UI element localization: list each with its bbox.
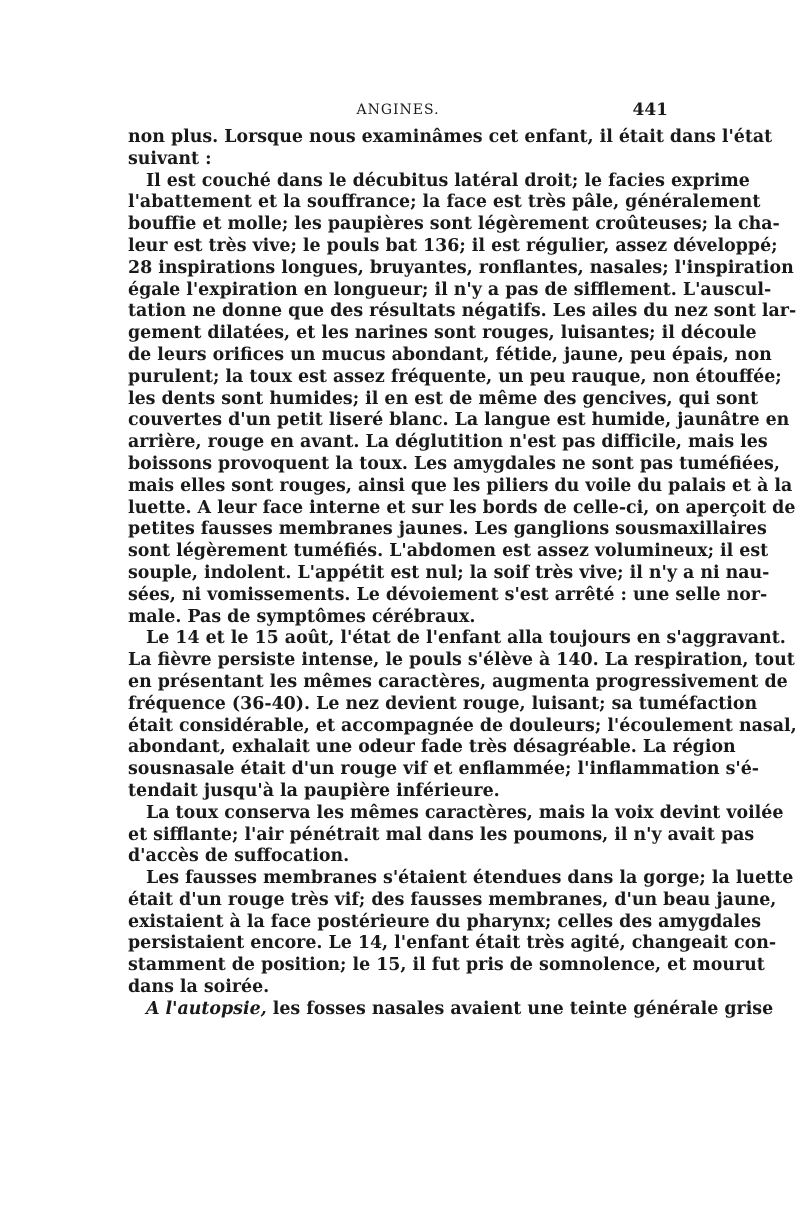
text-line: gement dilatées, et les narines sont rouges, luisantes; il découle: [128, 323, 757, 344]
text-line: luette. A leur face interne et sur les bords de celle-ci, on aperçoit de: [128, 497, 796, 518]
text-line: couvertes d'un petit liseré blanc. La langue est humide, jaunâtre en: [128, 410, 790, 431]
text-line: les dents sont humides; il en est de même des gencives, qui sont: [128, 388, 759, 409]
text-line: mais elles sont rouges, ainsi que les piliers du voile du palais et à la: [128, 475, 793, 496]
text-line: souple, indolent. L'appétit est nul; la soif très vive; il n'y a ni nau-: [128, 562, 770, 583]
text-line: 28 inspirations longues, bruyantes, ronflantes, nasales; l'inspiration: [128, 257, 794, 278]
text-line: fréquence (36-40). Le nez devient rouge, luisant; sa tuméfaction: [128, 693, 758, 714]
text-line: arrière, rouge en avant. La déglutition n'est pas difficile, mais les: [128, 432, 768, 453]
text-line: égale l'expiration en longueur; il n'y a pas de sifflement. L'auscul-: [128, 279, 772, 300]
final-line-text: les fosses nasales avaient une teinte générale grise: [266, 998, 774, 1019]
text-line: sont légèrement tuméfiés. L'abdomen est assez volumineux; il est: [128, 541, 769, 562]
text-line: Les fausses membranes s'étaient étendues dans la gorge; la luette: [146, 868, 794, 889]
text-line: dans la soirée.: [128, 977, 270, 998]
text-line: abondant, exhalait une odeur fade très désagréable. La région: [128, 737, 736, 758]
text-line: était d'un rouge très vif; des fausses membranes, d'un beau jaune,: [128, 889, 777, 910]
page-header: [128, 100, 668, 124]
running-head: ANGINES.: [356, 102, 440, 118]
text-line: boissons provoquent la toux. Les amygdales ne sont pas tuméfiées,: [128, 453, 780, 474]
text-line: Le 14 et le 15 août, l'état de l'enfant alla toujours en s'aggravant.: [146, 628, 786, 649]
text-line: sées, ni vomissements. Le dévoiement s'est arrêté : une selle nor-: [128, 584, 768, 605]
text-line: petites fausses membranes jaunes. Les ganglions sousmaxillaires: [128, 519, 767, 540]
text-line: était considérable, et accompagnée de douleurs; l'écoulement nasal,: [128, 715, 797, 736]
text-line: Il est couché dans le décubitus latéral droit; le facies exprime: [146, 170, 750, 191]
text-line: non plus. Lorsque nous examinâmes cet enfant, il était dans l'état: [128, 127, 773, 147]
text-line: en présentant les mêmes caractères, augmenta progressivement de: [128, 671, 788, 692]
text-line-final: [128, 998, 774, 1021]
text-line: tation ne donne que des résultats négatifs. Les ailes du nez sont lar-: [128, 301, 797, 322]
text-line: existaient à la face postérieure du pharynx; celles des amygdales: [128, 911, 762, 932]
text-line: de leurs orifices un mucus abondant, fétide, jaune, peu épais, non: [128, 344, 772, 365]
text-line: stamment de position; le 15, il fut pris de somnolence, et mourut: [128, 955, 765, 976]
autopsie-heading: A l'autopsie,: [146, 998, 267, 1019]
text-line: l'abattement et la souffrance; la face est très pâle, généralement: [128, 192, 761, 213]
text-line: et sifflante; l'air pénétrait mal dans les poumons, il n'y avait pas: [128, 824, 755, 845]
page-number: 441: [632, 100, 668, 120]
text-line: male. Pas de symptômes cérébraux.: [128, 606, 476, 627]
text-line: bouffie et molle; les paupières sont légèrement croûteuses; la cha-: [128, 214, 780, 235]
text-line: La toux conserva les mêmes caractères, mais la voix devint voilée: [146, 802, 784, 823]
text-line: suivant :: [128, 148, 212, 169]
text-line: leur est très vive; le pouls bat 136; il est régulier, assez développé;: [128, 235, 778, 256]
text-line: La fièvre persiste intense, le pouls s'élève à 140. La respiration, tout: [128, 650, 795, 671]
text-line: tendait jusqu'à la paupière inférieure.: [128, 780, 500, 801]
text-line: d'accès de suffocation.: [128, 846, 350, 867]
text-line: persistaient encore. Le 14, l'enfant était très agité, changeait con-: [128, 933, 777, 954]
text-line: purulent; la toux est assez fréquente, un peu rauque, non étouffée;: [128, 366, 782, 387]
body-text: [128, 127, 797, 1021]
text-line: sousnasale était d'un rouge vif et enflammée; l'inflammation s'é-: [128, 759, 760, 780]
